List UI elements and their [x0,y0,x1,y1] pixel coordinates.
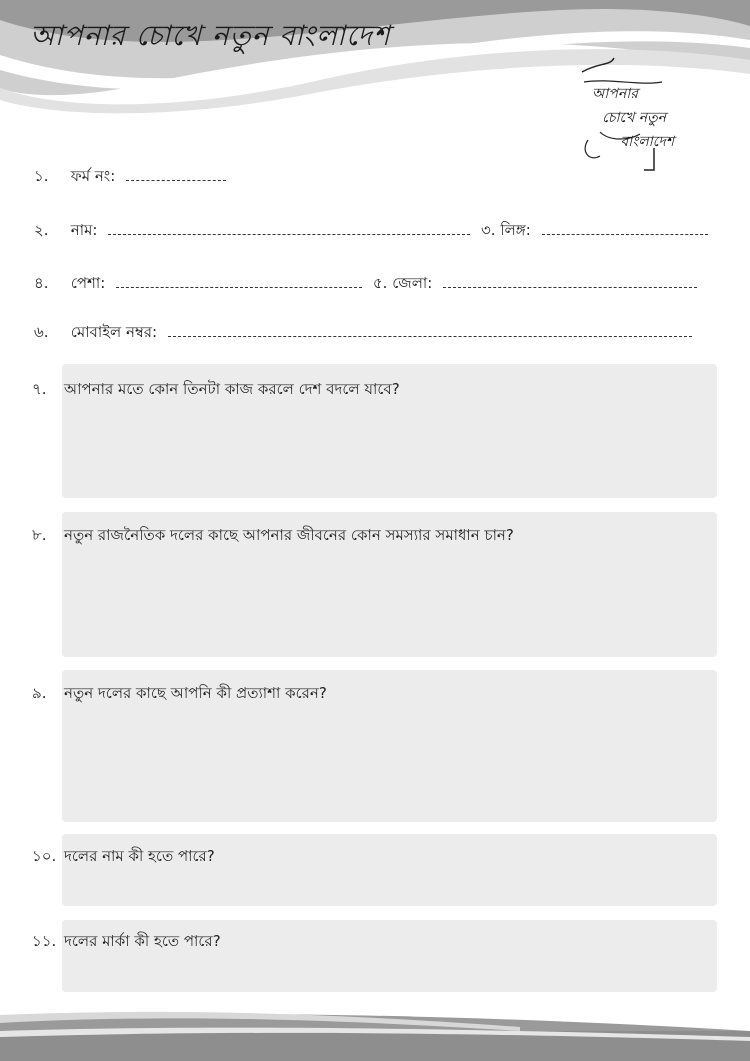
logo-line-1: আপনার [592,86,638,102]
profession-district-row [34,272,703,297]
name-label: নাম: [70,221,98,239]
header-title: আপনার চোখে নতুন বাংলাদেশ [30,19,391,52]
logo [570,52,674,182]
form-no-row [34,165,232,190]
gender-label: লিঙ্গ: [500,221,531,239]
mobile-number: ৬. [34,323,49,341]
name-number: ২. [34,221,49,239]
gender-field[interactable] [542,222,708,235]
logo-line-3: বাংলাদেশ [620,134,674,150]
question-7-text: আপনার মতে কোন তিনটা কাজ করলে দেশ বদলে যাবে? [64,380,400,398]
question-9 [32,682,327,707]
question-11-number: ১১. [32,932,57,950]
question-10 [32,845,215,870]
district-label: জেলা: [392,274,433,292]
profession-field[interactable] [116,275,362,288]
form-no-label: ফর্ম নং: [70,167,116,185]
question-7 [32,378,400,403]
question-9-number: ৯. [32,684,47,702]
mobile-row [34,321,698,346]
mobile-field[interactable] [168,324,692,337]
name-field[interactable] [108,222,470,235]
mobile-label: মোবাইল নম্বর: [70,323,158,341]
question-10-text: দলের নাম কী হতে পারে? [64,847,215,865]
form-no-field[interactable] [126,168,226,181]
question-9-text: নতুন দলের কাছে আপনি কী প্রত্যাশা করেন? [64,684,327,702]
question-8-number: ৮. [32,526,47,544]
question-11-text: দলের মার্কা কী হতে পারে? [64,932,221,950]
district-field[interactable] [443,275,697,288]
district-number: ৫. [372,274,388,292]
gender-number: ৩. [481,221,496,239]
name-gender-row [34,219,714,244]
form-no-number: ১. [34,167,49,185]
profession-number: ৪. [34,274,49,292]
question-11 [32,930,221,955]
question-10-number: ১০. [32,847,57,865]
question-7-number: ৭. [32,380,47,398]
logo-line-2: চোখে নতুন [602,110,666,126]
footer-swoosh-art [0,1001,750,1061]
question-8-text: নতুন রাজনৈতিক দলের কাছে আপনার জীবনের কোন সমস্যার সমাধান চান? [64,526,514,544]
question-8 [32,524,514,549]
profession-label: পেশা: [70,274,106,292]
